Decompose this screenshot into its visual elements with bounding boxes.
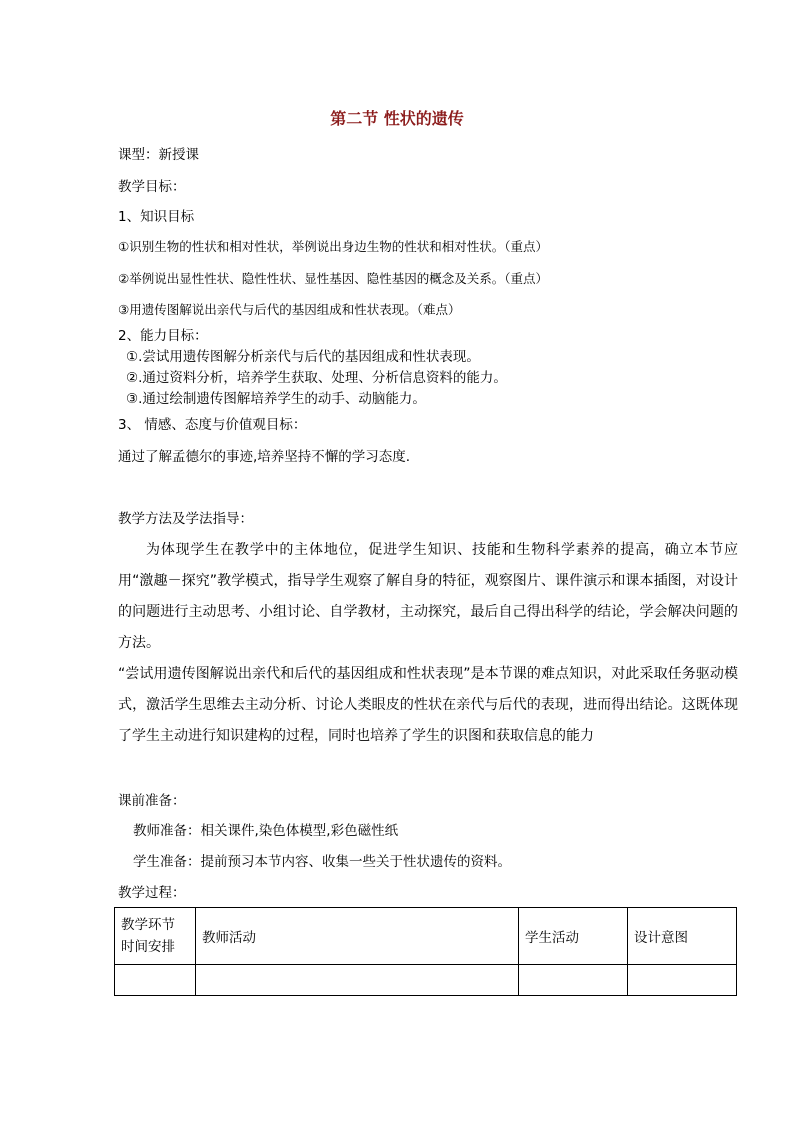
emotion-heading: 3、 情感、态度与价值观目标： <box>118 417 307 433</box>
knowledge-item: ③用遗传图解说出亲代与后代的基因组成和性状表现。（难点） <box>118 302 461 317</box>
table-cell <box>115 965 196 996</box>
goals-heading: 教学目标： <box>118 179 186 195</box>
student-prep: 学生准备：提前预习本节内容、收集一些关于性状遗传的资料。 <box>133 854 511 870</box>
teacher-prep: 教师准备：相关课件,染色体模型,彩色磁性纸 <box>133 823 399 839</box>
emotion-text: 通过了解孟德尔的事迹,培养坚持不懈的学习态度. <box>118 449 411 465</box>
knowledge-item: ②举例说出显性性状、隐性性状、显性基因、隐性基因的概念及关系。（重点） <box>118 271 548 286</box>
ability-heading: 2、能力目标： <box>118 328 208 344</box>
ability-item: ①.尝试用遗传图解分析亲代与后代的基因组成和性状表现。 <box>126 349 480 365</box>
header-stage-label: 教学环节 <box>121 917 175 933</box>
knowledge-item: ①识别生物的性状和相对性状，举例说出身边生物的性状和相对性状。（重点） <box>118 239 548 254</box>
table-cell <box>196 965 519 996</box>
methods-paragraph: “尝试用遗传图解说出亲代和后代的基因组成和性状表现”是本节课的难点知识，对此采取任务驱动模式，激活学生思维去主动分析、讨论人类眼皮的性状在亲代与后代的表现，进而得出结论。这既体现了学生主动进行知识建构的过程，同时也培养了学生的识图和获取信息的能力 <box>118 666 738 744</box>
ability-item: ②.通过资料分析，培养学生获取、处理、分析信息资料的能力。 <box>126 370 507 386</box>
header-cell-teacher: 教师活动 <box>196 908 519 965</box>
header-time-label: 时间安排 <box>121 939 175 955</box>
header-cell-design: 设计意图 <box>628 908 737 965</box>
methods-paragraph: 为体现学生在教学中的主体地位，促进学生知识、技能和生物科学素养的提高，确立本节应用“激趣－探究”教学模式，指导学生观察了解自身的特征，观察图片、课件演示和课本插图，对设计的问题进行主动思考、小组讨论、自学教材，主动探究，最后自己得出科学的结论，学会解决问题的方法。 <box>118 542 738 651</box>
header-cell-student: 学生活动 <box>519 908 628 965</box>
methods-heading: 教学方法及学法指导： <box>118 511 253 527</box>
ability-item: ③.通过绘制遗传图解培养学生的动手、动脑能力。 <box>126 391 426 407</box>
page-title: 第二节 性状的遗传 <box>330 109 464 128</box>
table-header-row <box>115 908 737 965</box>
header-cell-stage <box>115 908 196 965</box>
teaching-process-table <box>114 907 737 996</box>
prep-heading: 课前准备： <box>118 793 186 809</box>
knowledge-heading: 1、知识目标 <box>118 209 195 225</box>
table-row <box>115 965 737 996</box>
table-cell <box>519 965 628 996</box>
table-cell <box>628 965 737 996</box>
process-heading: 教学过程： <box>118 885 186 901</box>
lesson-type: 课型：新授课 <box>118 147 199 163</box>
